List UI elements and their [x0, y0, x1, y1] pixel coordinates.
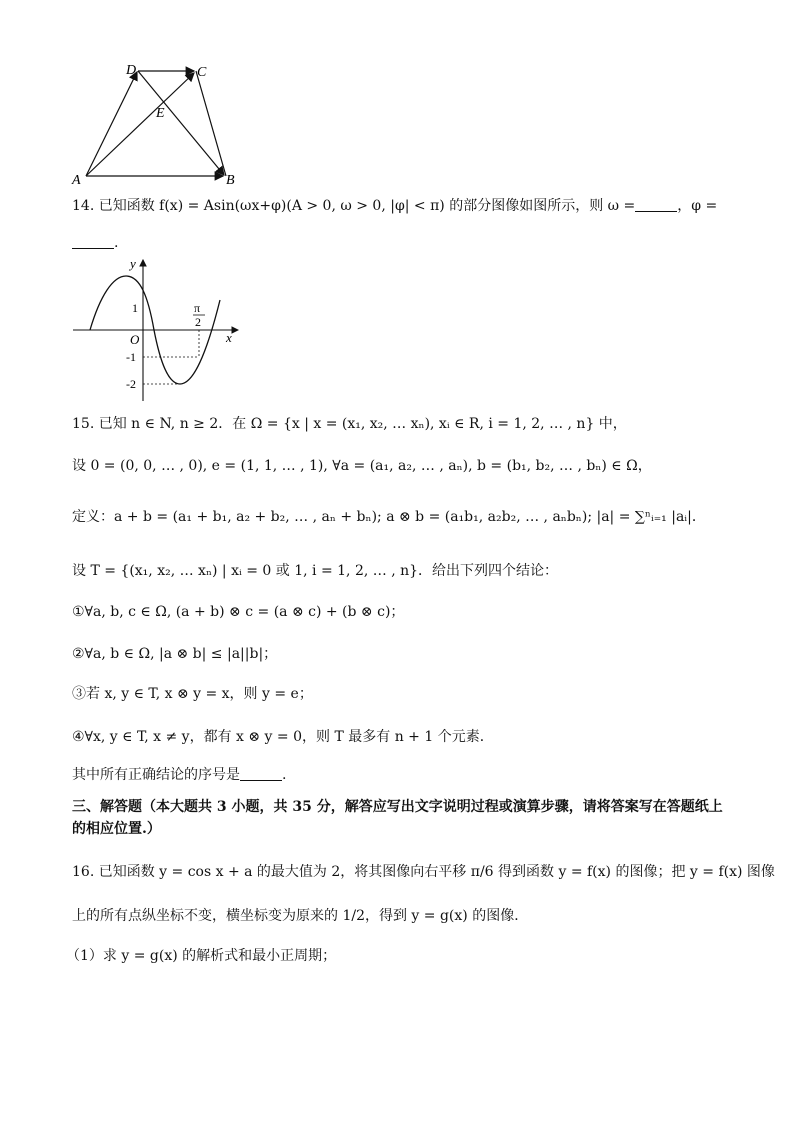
trapezoid-figure	[66, 58, 256, 188]
answer-blank-omega[interactable]	[635, 197, 677, 212]
y-axis-label: y	[130, 256, 136, 271]
x-axis-label: x	[226, 330, 232, 345]
label-b: B	[226, 173, 235, 188]
question-14-text: 已知函数 f(x) = Asin(ωx+φ)(A > 0, ω > 0, |φ| < π) 的部分图像如图所示，则 ω =	[98, 198, 636, 214]
question-15-line2: 设 0 = (0, 0, … , 0), e = (1, 1, … , 1), ∀a = (a₁, a₂, … , aₙ), b = (b₁, b₂, … , bₙ) ∈ Ω，	[72, 458, 652, 474]
question-16-line1: 16. 已知函数 y = cos x + a 的最大值为 2，将其图像向右平移 π/6 得到函数 y = f(x) 的图像；把 y = f(x) 图像	[72, 864, 775, 880]
segment-ad	[86, 72, 137, 176]
label-c: C	[197, 65, 207, 80]
answer-blank-15[interactable]	[240, 766, 282, 781]
segment-ac	[86, 73, 194, 176]
question-14-line2	[72, 233, 118, 253]
tick-label-1: 1	[132, 301, 138, 315]
origin-label: O	[130, 332, 140, 347]
question-15-ask-text: 其中所有正确结论的序号是	[72, 767, 240, 783]
question-15-ask-end: .	[282, 767, 287, 783]
conclusion-3: ③若 x, y ∈ T, x ⊗ y = x，则 y = e；	[72, 686, 313, 702]
question-15-line1: 15. 已知 n ∈ N, n ≥ 2．在 Ω = {x | x = (x₁, x₂, … xₙ), xᵢ ∈ R, i = 1, 2, … , n} 中，	[72, 416, 627, 432]
question-15-ask	[72, 765, 286, 785]
tick-label-pi: π	[194, 301, 201, 315]
sine-graph	[68, 256, 248, 406]
question-14-mid: ，φ =	[677, 198, 718, 214]
question-14	[72, 196, 717, 216]
question-16-part1: （1）求 y = g(x) 的解析式和最小正周期；	[66, 948, 337, 964]
conclusion-2: ②∀a, b ∈ Ω, |a ⊗ b| ≤ |a||b|；	[72, 646, 278, 662]
question-14-number: 14.	[72, 198, 95, 214]
question-14-end: .	[114, 235, 119, 251]
tick-label-two: 2	[195, 315, 201, 329]
question-15-set-t: 设 T = {(x₁, x₂, … xₙ) | xᵢ = 0 或 1, i = 1, 2, … , n}．给出下列四个结论：	[72, 563, 559, 579]
segment-bc	[196, 71, 226, 176]
tick-label-minus-2: -2	[126, 377, 136, 391]
label-d: D	[126, 63, 137, 78]
section-3-heading: 三、解答题（本大题共 3 小题，共 35 分，解答应写出文字说明过程或演算步骤，请将答案写在答题纸上的相应位置.）	[72, 799, 723, 837]
label-a: A	[72, 173, 81, 188]
tick-label-minus-1: -1	[126, 350, 136, 364]
conclusion-1: ①∀a, b, c ∈ Ω, (a + b) ⊗ c = (a ⊗ c) + (b ⊗ c)；	[72, 604, 405, 620]
question-16-line2: 上的所有点纵坐标不变，横坐标变为原来的 1/2，得到 y = g(x) 的图像．	[72, 908, 529, 924]
answer-blank-phi[interactable]	[72, 234, 114, 249]
label-e: E	[156, 106, 165, 121]
question-15-definition: 定义：a + b = (a₁ + b₁, a₂ + b₂, … , aₙ + bₙ); a ⊗ b = (a₁b₁, a₂b₂, … , aₙbₙ); |a| = ∑ⁿᵢ₌₁ |aᵢ|．	[72, 509, 706, 525]
conclusion-4: ④∀x, y ∈ T, x ≠ y，都有 x ⊗ y = 0，则 T 最多有 n + 1 个元素．	[72, 729, 494, 745]
